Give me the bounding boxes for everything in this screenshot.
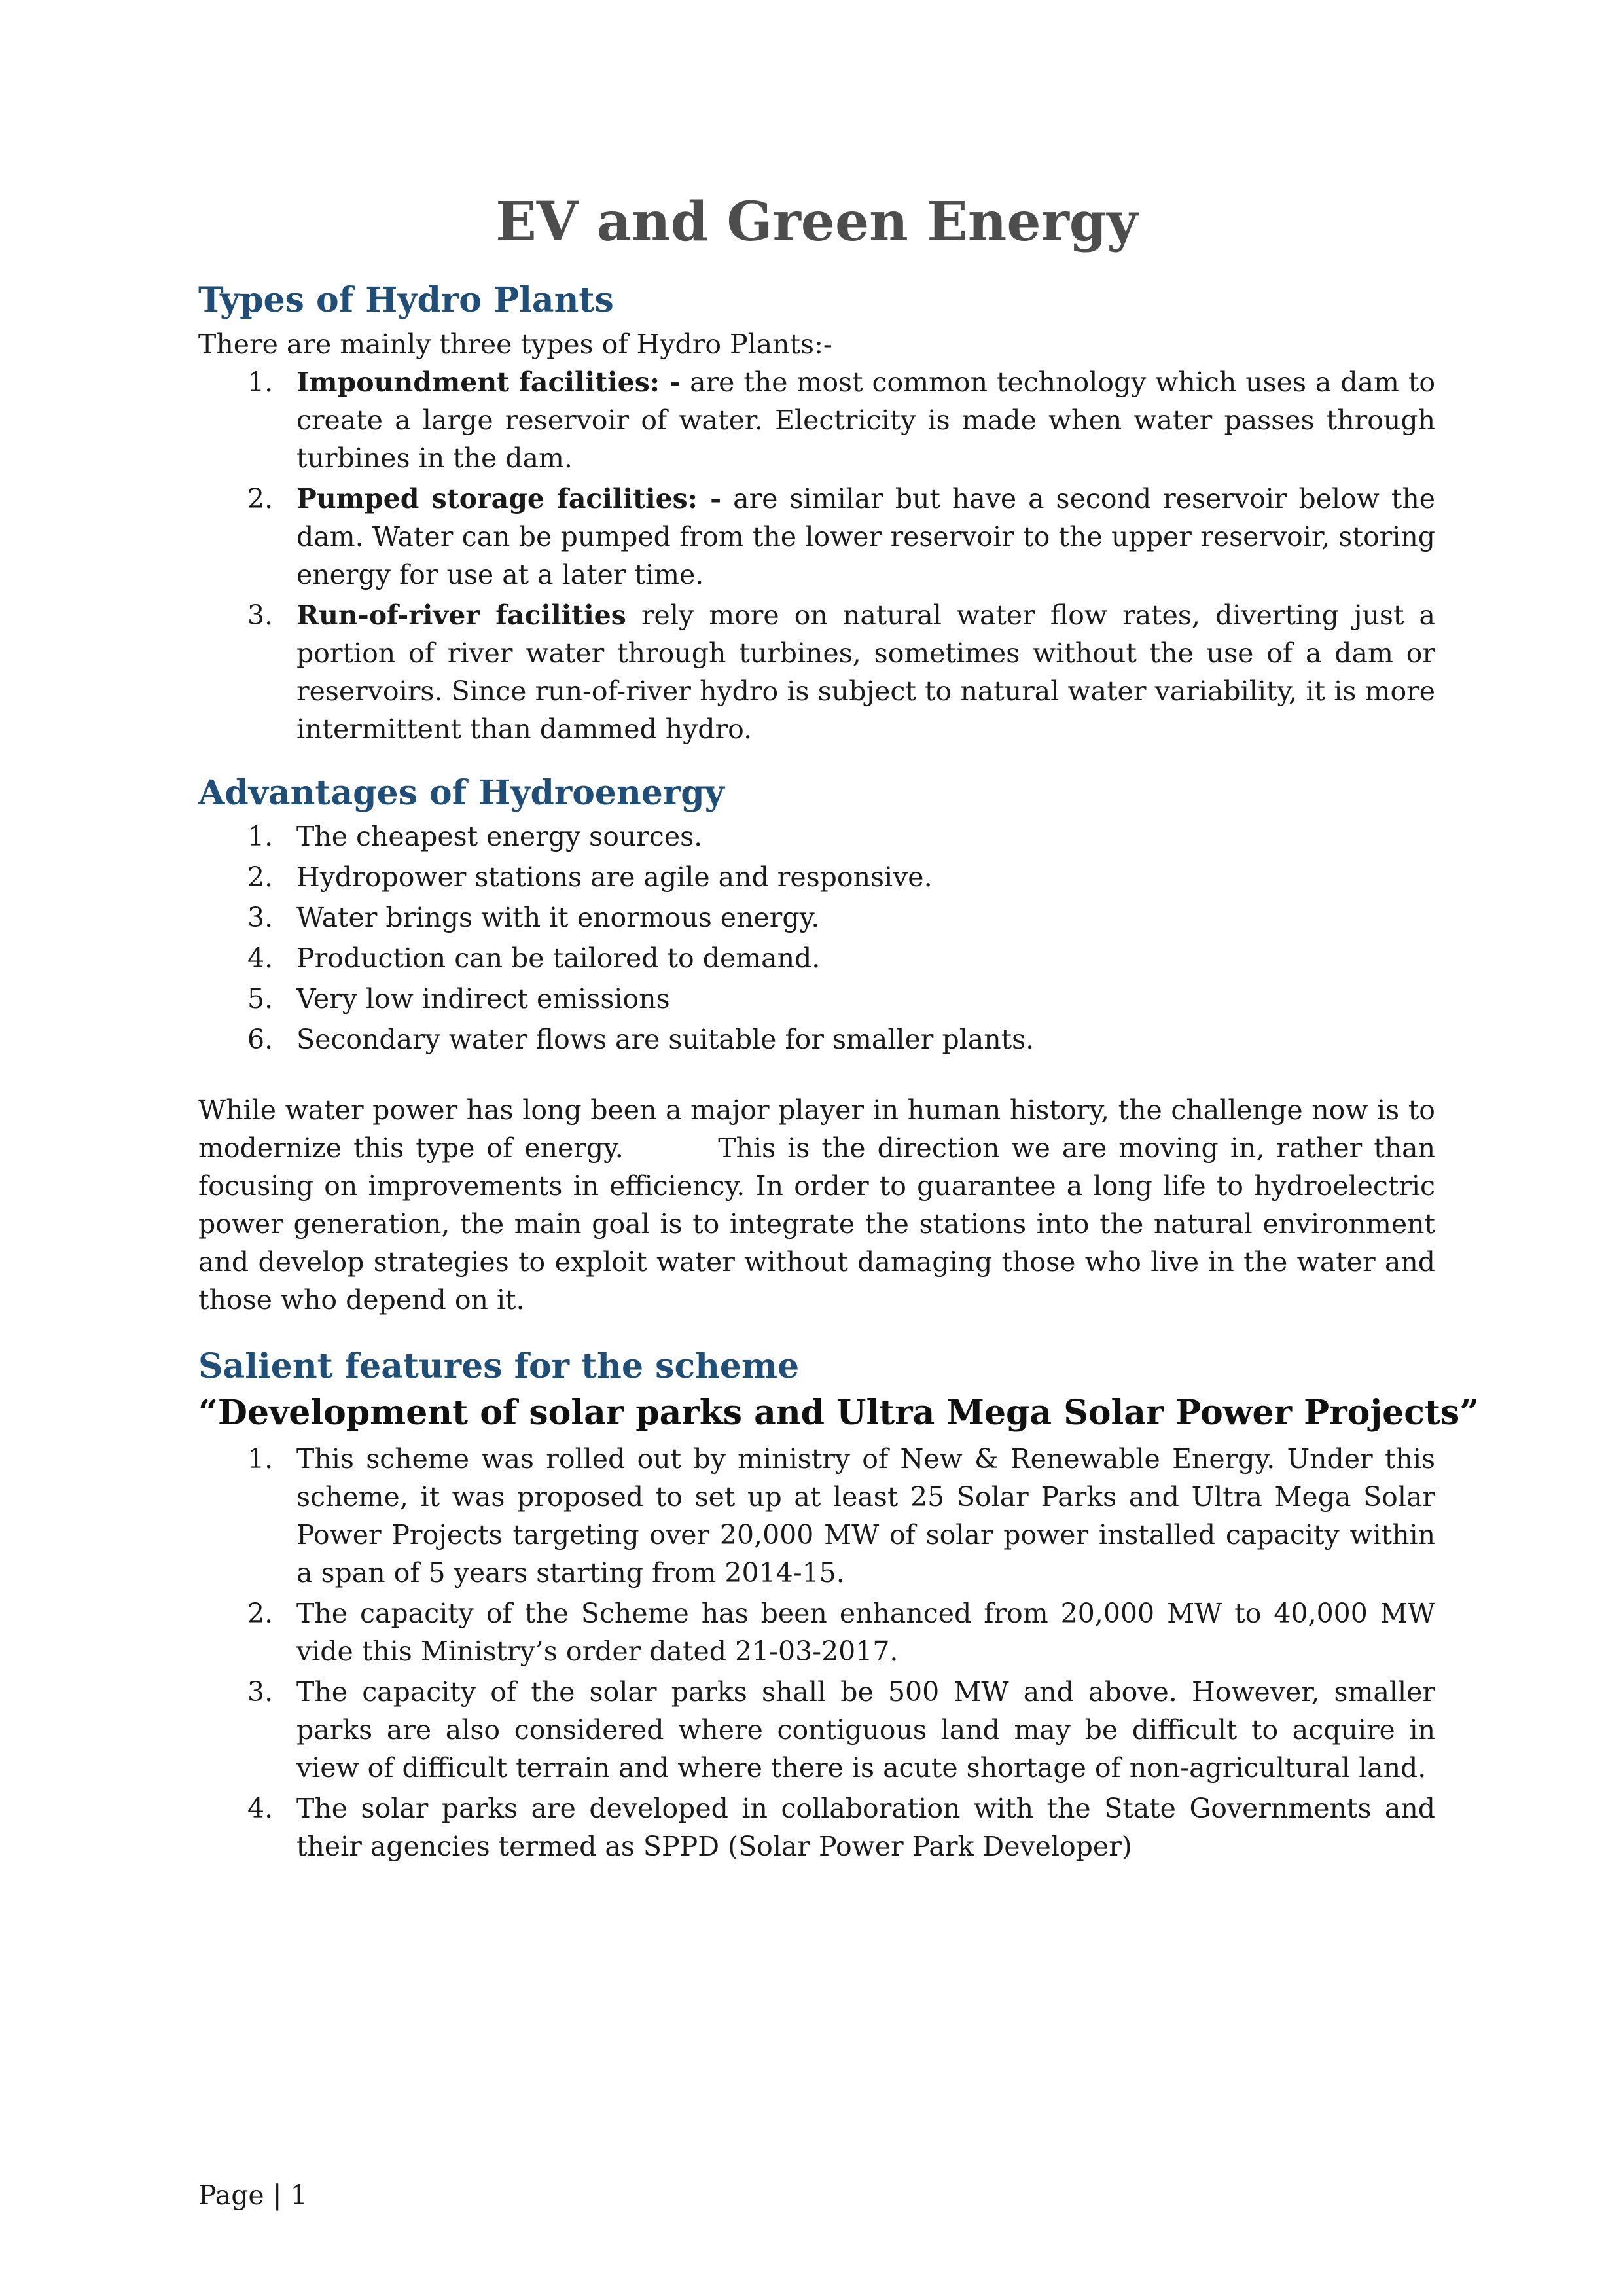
list-item xyxy=(198,1789,1435,1865)
list-item-text: Water brings with it enormous energy. xyxy=(296,902,820,934)
hydro-plants-intro: There are mainly three types of Hydro Plants:- xyxy=(198,328,832,360)
heading-types-of-hydro-plants: Types of Hydro Plants xyxy=(198,280,614,321)
list-item-text: are the most common technology which uses a dam to create a large reservoir of water. Electricity is made when water passes through turbines in the dam. xyxy=(296,366,1435,474)
list-item-text: The solar parks are developed in collaboration with the State Governments and their agencies termed as SPPD (Solar Power Park Developer) xyxy=(296,1792,1435,1862)
list-item-text: The cheapest energy sources. xyxy=(296,821,703,853)
list-number: 4. xyxy=(247,1792,274,1824)
list-item-text: are similar but have a second reservoir below the dam. Water can be pumped from the lower reservoir to the upper reservoir, storing energy for use at a later time. xyxy=(296,482,1435,590)
list-item-text: Very low indirect emissions xyxy=(296,983,670,1015)
list-number: 3. xyxy=(247,902,274,934)
list-item xyxy=(198,817,1435,855)
list-item xyxy=(198,363,1435,477)
list-item-lead: Pumped storage facilities: - xyxy=(296,482,722,514)
list-item xyxy=(198,1673,1435,1787)
list-item xyxy=(198,596,1435,748)
list-number: 5. xyxy=(247,983,274,1015)
document-title: EV and Green Energy xyxy=(495,190,1138,253)
list-number: 4. xyxy=(247,942,274,975)
list-number: 3. xyxy=(247,599,274,631)
list-item-text: Secondary water flows are suitable for smaller plants. xyxy=(296,1024,1035,1056)
scheme-features-list xyxy=(198,1440,1435,1865)
heading-salient-features: Salient features for the scheme xyxy=(198,1346,800,1387)
list-item xyxy=(198,1440,1435,1592)
list-item-text: Production can be tailored to demand. xyxy=(296,942,821,975)
heading-advantages-of-hydroenergy: Advantages of Hydroenergy xyxy=(198,772,724,813)
list-item-lead: Run-of-river facilities xyxy=(296,599,626,631)
list-item xyxy=(198,1594,1435,1670)
page-content xyxy=(198,190,1480,1868)
list-item-text: The capacity of the Scheme has been enhanced from 20,000 MW to 40,000 MW vide this Ministry’s order dated 21-03-2017. xyxy=(296,1597,1435,1667)
list-number: 1. xyxy=(247,366,274,398)
list-item-text: This scheme was rolled out by ministry of New & Renewable Energy. Under this scheme, it was proposed to set up at least 25 Solar Parks and Ultra Mega Solar Power Projects targeting over 20,000 MW of solar power installed capacity within a span of 5 years starting from 2014-15. xyxy=(296,1443,1435,1588)
list-item-text: rely more on natural water flow rates, diverting just a portion of river water through turbines, sometimes without the use of a dam or reservoirs. Since run-of-river hydro is subject to natural water variability, it is more intermittent than dammed hydro. xyxy=(296,599,1435,745)
list-item-text: The capacity of the solar parks shall be 500 MW and above. However, smaller parks are also considered where contiguous land may be difficult to acquire in view of difficult terrain and where there is acute shortage of non-agricultural land. xyxy=(296,1676,1435,1784)
list-item xyxy=(198,899,1435,937)
list-number: 2. xyxy=(247,482,274,514)
list-item-text: Hydropower stations are agile and responsive. xyxy=(296,861,933,893)
list-number: 1. xyxy=(247,821,274,853)
list-item-lead: Impoundment facilities: - xyxy=(296,366,681,398)
hydro-plants-list xyxy=(198,363,1435,748)
list-number: 3. xyxy=(247,1676,274,1708)
list-number: 2. xyxy=(247,1597,274,1629)
list-number: 1. xyxy=(247,1443,274,1475)
list-item xyxy=(198,980,1435,1018)
list-number: 6. xyxy=(247,1024,274,1056)
hydro-paragraph: While water power has long been a major player in human history, the challenge now is to modernize this type of energy. This is the direction we are moving in, rather than focusing on improvements in efficiency. In order to guarantee a long life to hydroelectric power generation, the main goal is to integrate the stations into the natural environment and develop strategies to exploit water without damaging those who live in the water and those who depend on it. xyxy=(198,1094,1444,1316)
list-item xyxy=(198,480,1435,594)
scheme-subheading: “Development of solar parks and Ultra Mega Solar Power Projects” xyxy=(198,1392,1480,1433)
list-item xyxy=(198,939,1435,977)
advantages-list xyxy=(198,817,1435,1058)
list-number: 2. xyxy=(247,861,274,893)
page-number-footer: Page | 1 xyxy=(198,2179,308,2211)
list-item xyxy=(198,858,1435,896)
list-item xyxy=(198,1020,1435,1058)
